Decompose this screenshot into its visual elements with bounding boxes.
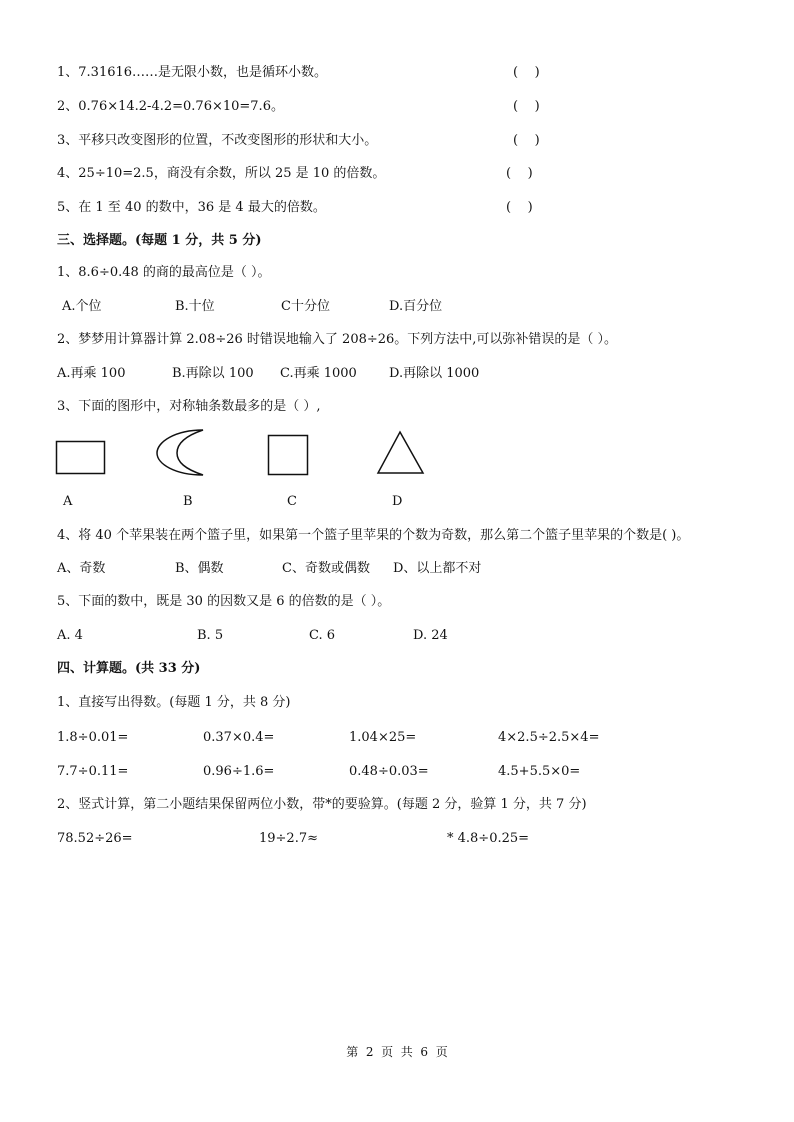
choice-q5-option-c[interactable]: C. 6 — [309, 628, 336, 643]
calc-1-3: 1.04×25= — [349, 730, 417, 745]
page-footer: 第 2 页 共 6 页 — [346, 1045, 448, 1059]
judge-q5: 5、在 1 至 40 的数中，36 是 4 最大的倍数。 — [57, 200, 326, 215]
judge-q3-blank[interactable]: ( ) — [513, 133, 540, 148]
choice-q5-option-b[interactable]: B. 5 — [197, 628, 224, 643]
shape-label-b[interactable]: B — [183, 494, 193, 509]
rectangle-shape — [55, 440, 107, 476]
judge-q1: 1、7.31616……是无限小数，也是循环小数。 — [57, 65, 328, 80]
shape-label-d[interactable]: D — [392, 494, 403, 509]
calc-sub2: 2、竖式计算，第二小题结果保留两位小数，带*的要验算。(每题 2 分，验算 1 分，共 7 分) — [57, 797, 587, 812]
judge-q4: 4、25÷10=2.5，商没有余数，所以 25 是 10 的倍数。 — [57, 166, 386, 181]
choice-q1-option-c[interactable]: C十分位 — [281, 299, 330, 314]
choice-q5: 5、下面的数中，既是 30 的因数又是 6 的倍数的是（ ）。 — [57, 594, 391, 609]
shape-label-a[interactable]: A — [63, 494, 73, 509]
vertical-calc-2: 19÷2.7≈ — [259, 831, 319, 846]
choice-q1-option-a[interactable]: A.个位 — [62, 299, 102, 314]
judge-q3: 3、平移只改变图形的位置，不改变图形的形状和大小。 — [57, 133, 378, 148]
choice-q2-option-d[interactable]: D.再除以 1000 — [389, 366, 480, 381]
calc-1-1: 1.8÷0.01= — [57, 730, 129, 745]
choice-q3: 3、下面的图形中，对称轴条数最多的是（ ）, — [57, 399, 321, 414]
choice-q4: 4、将 40 个苹果装在两个篮子里，如果第一个篮子里苹果的个数为奇数，那么第二个篮子里苹果的个数是( )。 — [57, 528, 690, 543]
crescent-shape — [155, 428, 211, 478]
choice-q1: 1、8.6÷0.48 的商的最高位是（ ）。 — [57, 265, 271, 280]
square-shape — [267, 434, 311, 478]
judge-q2-blank[interactable]: ( ) — [513, 99, 540, 114]
calc-1-2: 0.37×0.4= — [203, 730, 275, 745]
choice-q5-option-a[interactable]: A. 4 — [57, 628, 83, 643]
calc-sub1: 1、直接写出得数。(每题 1 分，共 8 分) — [57, 695, 291, 710]
calc-2-3: 0.48÷0.03= — [349, 764, 429, 779]
section3-heading: 三、选择题。(每题 1 分，共 5 分) — [57, 233, 262, 248]
choice-q4-option-d[interactable]: D、以上都不对 — [393, 561, 482, 576]
vertical-calc-3: * 4.8÷0.25= — [447, 831, 530, 846]
choice-q2-option-b[interactable]: B.再除以 100 — [172, 366, 254, 381]
choice-q4-option-a[interactable]: A、奇数 — [57, 561, 106, 576]
calc-2-2: 0.96÷1.6= — [203, 764, 275, 779]
shape-label-c[interactable]: C — [287, 494, 297, 509]
section4-heading: 四、计算题。(共 33 分) — [57, 661, 201, 676]
calc-2-1: 7.7÷0.11= — [57, 764, 129, 779]
choice-q4-option-c[interactable]: C、奇数或偶数 — [282, 561, 370, 576]
vertical-calc-1: 78.52÷26= — [57, 831, 133, 846]
calc-2-4: 4.5+5.5×0= — [498, 764, 581, 779]
choice-q1-option-d[interactable]: D.百分位 — [389, 299, 443, 314]
choice-q2-option-a[interactable]: A.再乘 100 — [57, 366, 126, 381]
judge-q4-blank[interactable]: ( ) — [506, 166, 533, 181]
judge-q2: 2、0.76×14.2-4.2=0.76×10=7.6。 — [57, 99, 284, 114]
judge-q5-blank[interactable]: ( ) — [506, 200, 533, 215]
choice-q1-option-b[interactable]: B.十位 — [175, 299, 215, 314]
choice-q4-option-b[interactable]: B、偶数 — [175, 561, 224, 576]
triangle-shape — [376, 430, 426, 476]
calc-1-4: 4×2.5÷2.5×4= — [498, 730, 600, 745]
judge-q1-blank[interactable]: ( ) — [513, 65, 540, 80]
choice-q2: 2、梦梦用计算器计算 2.08÷26 时错误地输入了 208÷26。下列方法中,可以弥补错误的是（ ）。 — [57, 332, 618, 347]
choice-q2-option-c[interactable]: C.再乘 1000 — [280, 366, 357, 381]
choice-q5-option-d[interactable]: D. 24 — [413, 628, 448, 643]
